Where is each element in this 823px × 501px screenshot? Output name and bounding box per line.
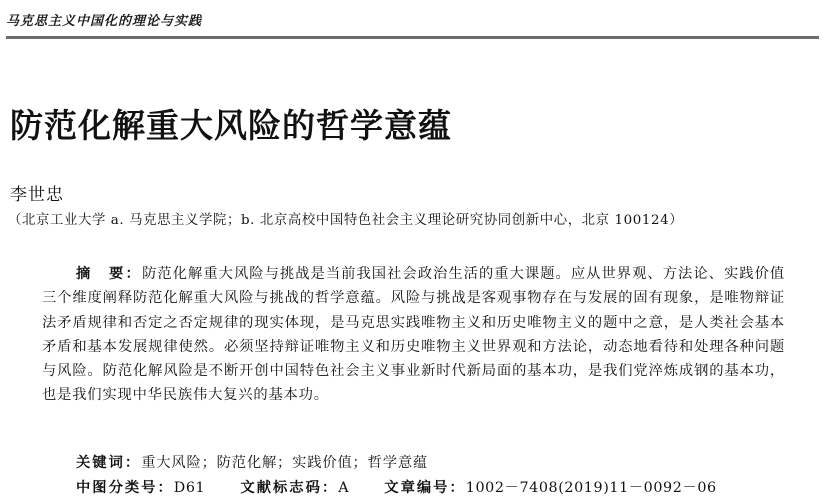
article-number — [384, 477, 716, 497]
article-number-label: 文章编号： — [384, 480, 466, 496]
keywords — [76, 452, 428, 472]
keywords-label: 关键词： — [76, 455, 142, 471]
document-code-value: A — [338, 480, 350, 496]
author-name: 李世忠 — [10, 185, 64, 205]
author-affiliation: （北京工业大学 a. 马克思主义学院；b. 北京高校中国特色社会主义理论研究协同创新中心，北京 100124） — [8, 213, 684, 228]
abstract — [42, 262, 785, 408]
classification-line — [76, 477, 717, 497]
article-number-value: 1002－7408(2019)11－0092－06 — [465, 480, 717, 496]
abstract-label: 摘 要： — [76, 266, 143, 282]
article-title: 防范化解重大风险的哲学意蕴 — [10, 106, 452, 145]
document-code — [240, 477, 349, 497]
document-code-label: 文献标志码： — [240, 480, 339, 496]
clc-label: 中图分类号： — [76, 480, 174, 496]
journal-section-header: 马克思主义中国化的理论与实践 — [6, 14, 203, 29]
header-divider — [6, 36, 819, 39]
clc-number — [76, 477, 205, 497]
clc-value: D61 — [173, 480, 206, 496]
abstract-text: 防范化解重大风险与挑战是当前我国社会政治生活的重大课题。应从世界观、方法论、实践价值三个维度阐释防范化解重大风险与挑战的哲学意蕴。风险与挑战是客观事物存在与发展的固有现象，是唯物辩证法矛盾规律和否定之否定规律的现实体现，是马克思实践唯物主义和历史唯物主义的题中之意，是人类社会基本矛盾和基本发展规律使然。必须坚持辩证唯物主义和历史唯物主义世界观和方法论，动态地看待和处理各种问题与风险。防范化解风险是不断开创中国特色社会主义事业新时代新局面的基本功，是我们党淬炼成钢的基本功，也是我们实现中华民族伟大复兴的基本功。 — [42, 266, 785, 404]
keywords-text: 重大风险；防范化解；实践价值；哲学意蕴 — [141, 455, 429, 471]
